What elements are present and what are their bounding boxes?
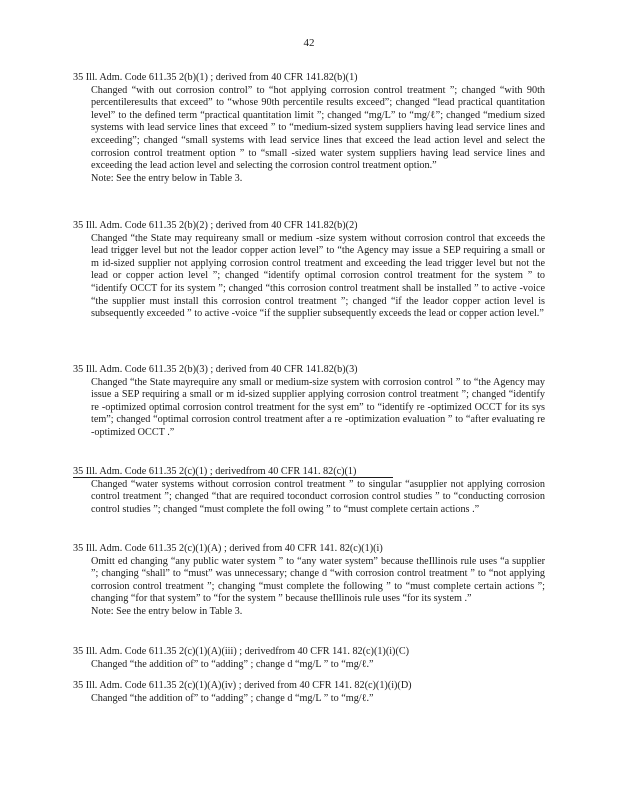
entry-citation: 35 Ill. Adm. Code 611.35 2(c)(1)(A) ; derived from 40 CFR 141. 82(c)(1)(i) [73,543,383,554]
entry-citation: 35 Ill. Adm. Code 611.35 2(c)(1) ; derivedfrom 40 CFR 141. 82(c)(1) [73,466,357,477]
entry-5 [73,543,545,619]
entry-citation: 35 Ill. Adm. Code 611.35 2(b)(2) ; derived from 40 CFR 141.82(b)(2) [73,220,358,231]
entry-note: Note: See the entry below in Table 3. [91,172,243,184]
entry-text: Changed “the State mayrequire any small or medium-size system with corrosion control ” to “the Agency may issue a SEP requiring a small or m id-sized supplier applying corrosion control treatment ”; changed “identify re -optimized optimal corrosion control treatment for the syst em” to “identify re -optimized OCCT for its sys tem”; changed “optimal corrosion control treatment after a re -optimization evaluation ” to “after evaluating re -optimized OCCT .” [91,376,545,438]
entry-text: Changed “the addition of” to “adding” ; change d “mg/L ” to “mg/ℓ.” [91,658,374,670]
entry-note: Note: See the entry below in Table 3. [91,605,243,617]
entry-text: Changed “the addition of” to “adding” ; change d “mg/L ” to “mg/ℓ.” [91,692,374,704]
entry-citation: 35 Ill. Adm. Code 611.35 2(b)(1) ; derived from 40 CFR 141.82(b)(1) [73,72,358,83]
citation-underline [73,477,393,478]
entry-text: Changed “with out corrosion control” to “hot applying corrosion control treatment ”; changed “with 90th percentileresults that exceed” to “whose 90th percentile results exceed”; changed “lead practical quantitation level” to the defined term “practical quantitation limit ”; changed “mg/L” to “mg/ℓ”; changed “medium sized systems with lead service lines that exceed ” to “medium-sized system suppliers having lead service lines and exceeding”; changed “small systems with lead service lines that exceed the lead action level and select the corrosion control treatment option ” to “small -sized water system suppliers having lead service lines and exceeding the lead action level and selecting the corrosion control treatment option.” [91,84,545,172]
page-number: 42 [303,37,315,49]
entry-1 [73,72,545,185]
entry-citation: 35 Ill. Adm. Code 611.35 2(b)(3) ; derived from 40 CFR 141.82(b)(3) [73,364,358,375]
entry-text: Changed “the State may requireany small or medium -size system without corrosion control that exceeds the lead trigger level but not the leador copper action level” to “the Agency may issue a SEP requiring a small or m id-sized supplier not applying corrosion control treatment and exceeding the lead trigger level but not the lead or copper action level ”; changed “identify optimal corrosion control treatment for the system ” to “identify OCCT for its system ”; changed “this corrosion control treatment shall be installed ” to active -voice “the supplier must install this corrosion control treatment ”; changed “if the leador copper action level is subsequently exceeded ” to active -voice “if the supplier subsequently exceeds the lead or copper action level.” [91,232,545,320]
entry-citation: 35 Ill. Adm. Code 611.35 2(c)(1)(A)(iii) ; derivedfrom 40 CFR 141. 82(c)(1)(i)(C) [73,646,410,657]
entry-text: Changed “water systems without corrosion control treatment ” to singular “asupplier not applying corrosion control treatment ”; changed “that are required toconduct corrosion control studies ” to “conducting corrosion control studies ”; changed “must complete the foll owing ” to “must complete certain actions .” [91,478,545,515]
entry-text: Omitt ed changing “any public water system ” to “any water system” because theIllinois rule uses “a supplier ”; changing “shall” to “must” was unnecessary; change d “with corrosion control treatment ” to “not applying corrosion control treatment ”; changing “must complete the following ” to “must complete certain actions ”; changing “for that system” to “for the system ” because theIllinois rule uses “for its system .” [91,555,545,605]
entry-6 [73,646,545,671]
entry-4 [73,466,545,516]
entry-7 [73,680,545,705]
entry-2 [73,220,545,321]
entry-citation: 35 Ill. Adm. Code 611.35 2(c)(1)(A)(iv) ; derived from 40 CFR 141. 82(c)(1)(i)(D) [73,680,412,691]
entry-3 [73,364,545,440]
